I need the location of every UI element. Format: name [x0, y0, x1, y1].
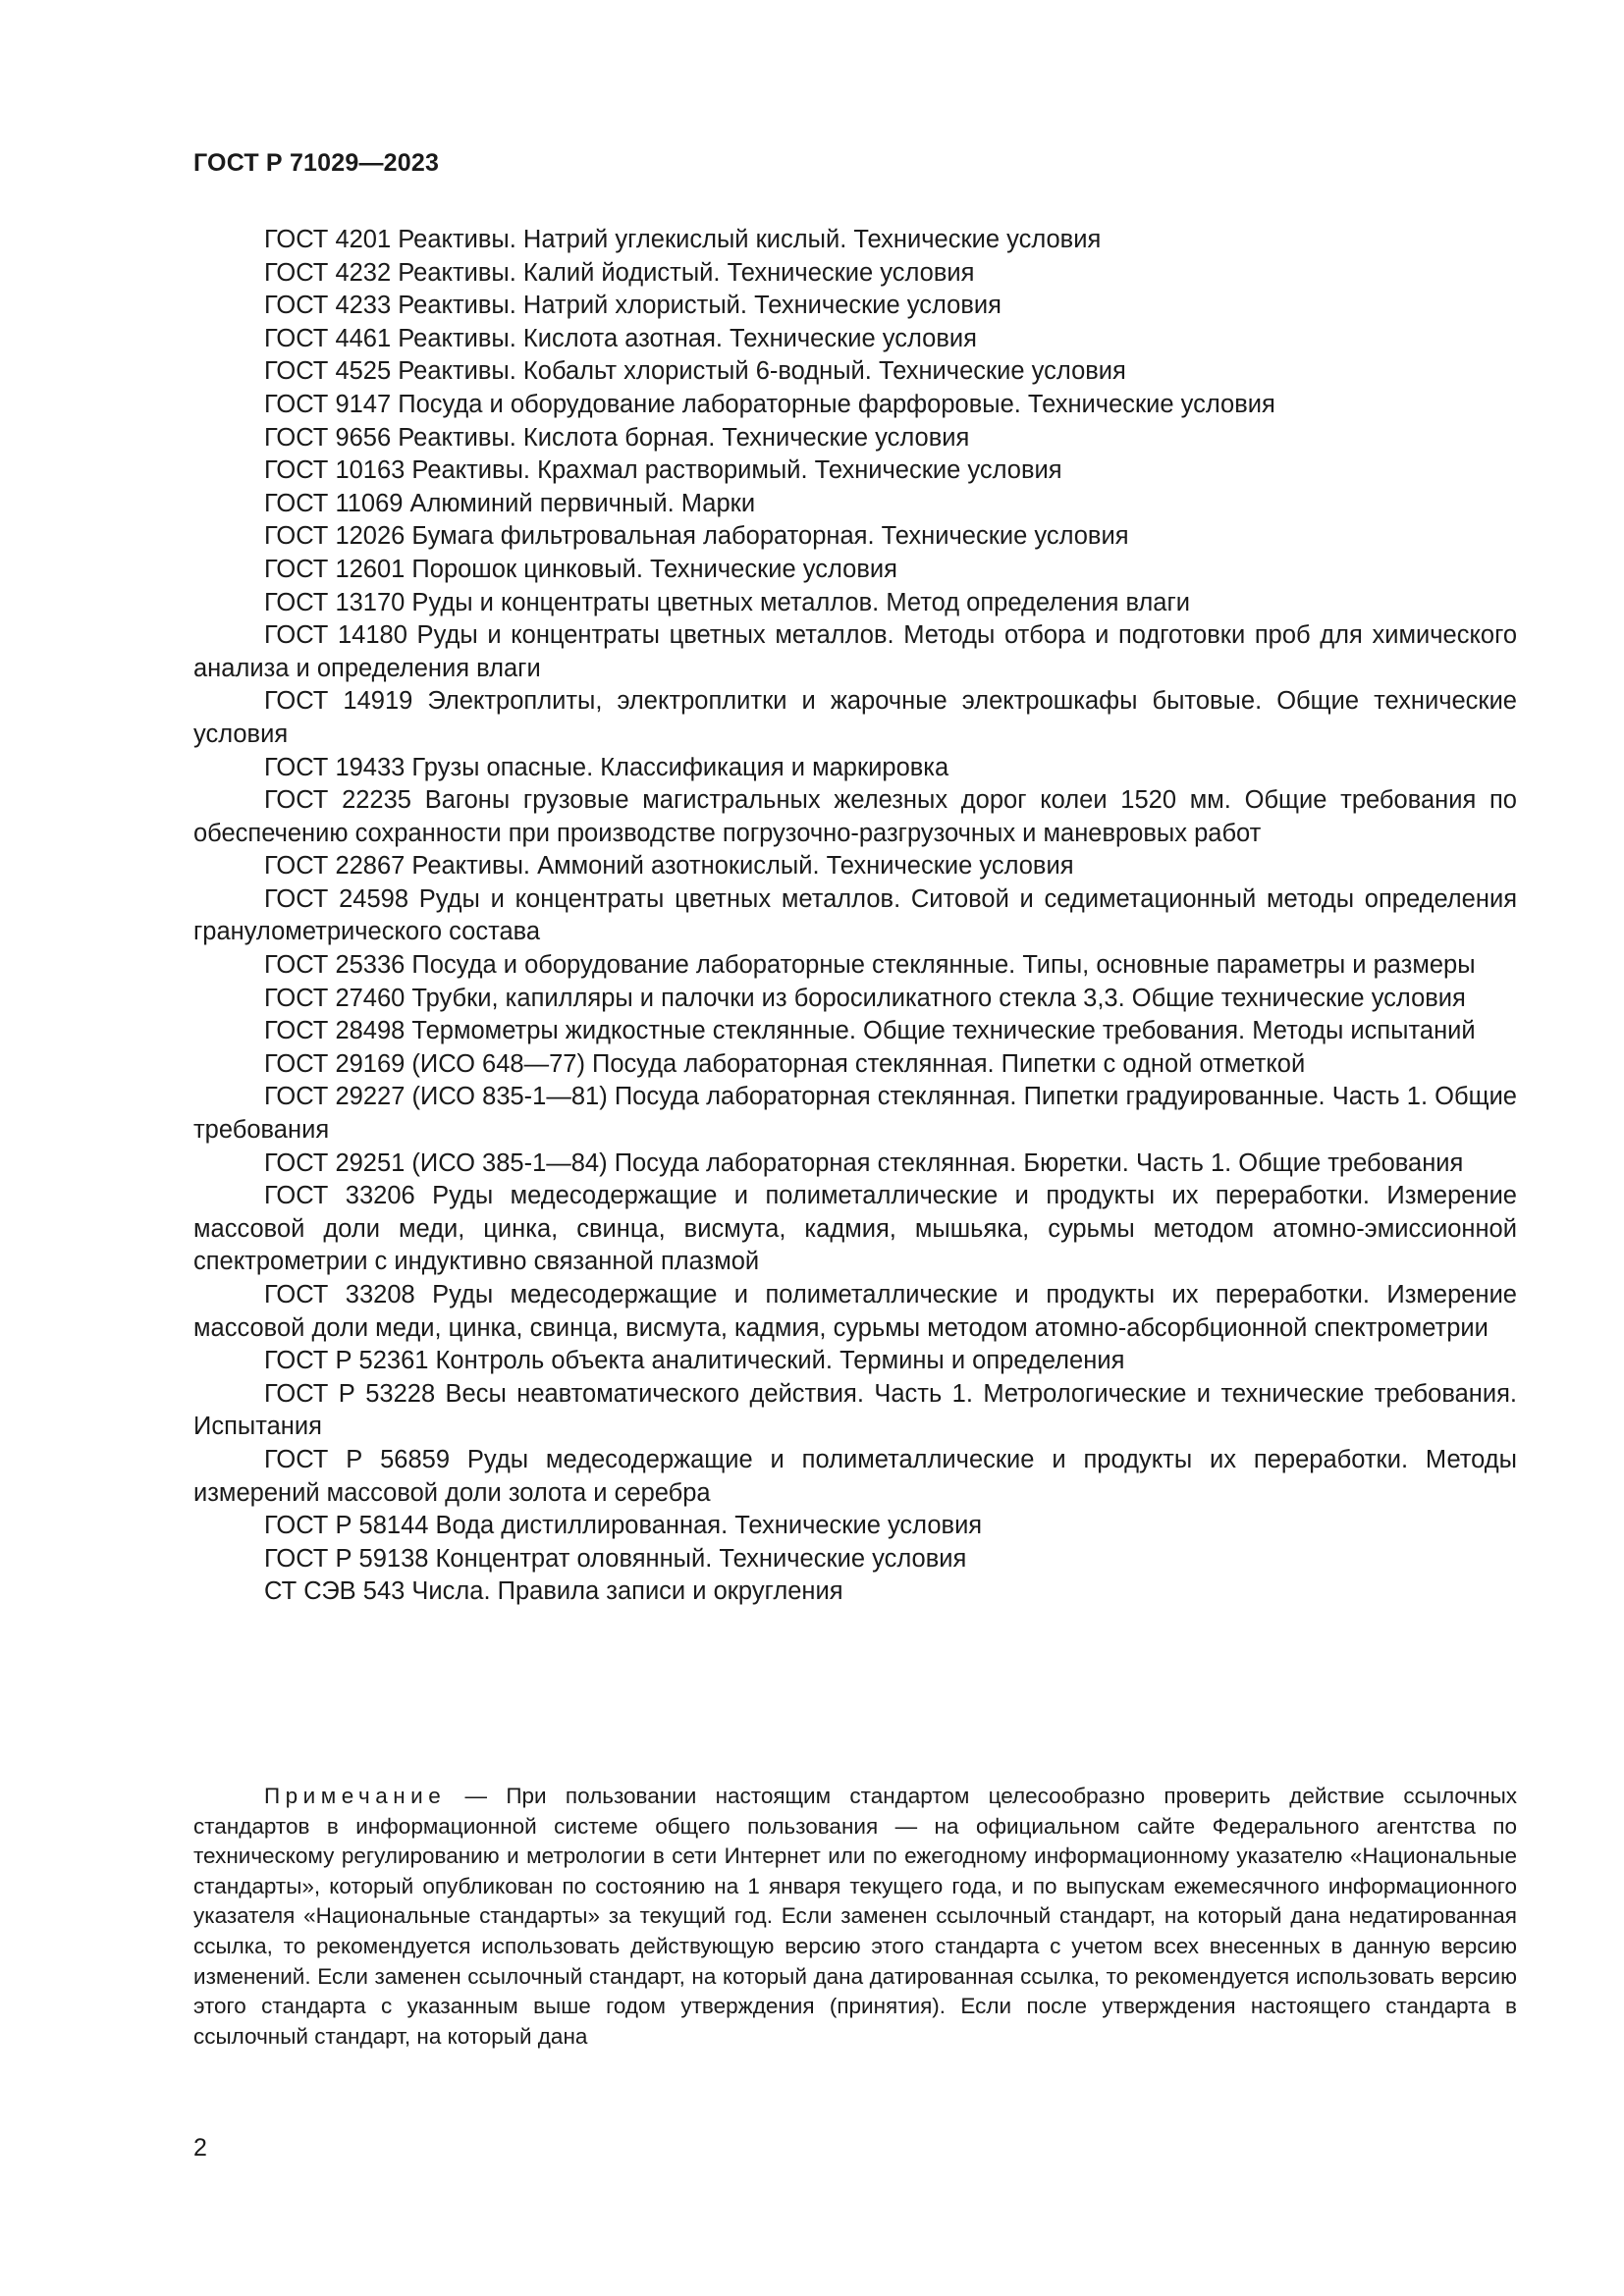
reference-item: ГОСТ 4233 Реактивы. Натрий хлористый. Технические условия	[264, 292, 1001, 320]
reference-item: ГОСТ Р 53228 Весы неавтоматического действия. Часть 1. Метрологические и технические требования. Испытания	[193, 1379, 1517, 1441]
reference-item: ГОСТ 27460 Трубки, капилляры и палочки из боросиликатного стекла 3,3. Общие технические условия	[264, 984, 1466, 1012]
note-paragraph	[193, 1782, 1517, 2052]
reference-item: ГОСТ Р 58144 Вода дистиллированная. Технические условия	[264, 1512, 983, 1540]
reference-item: ГОСТ 10163 Реактивы. Крахмал растворимый. Технические условия	[264, 456, 1062, 485]
reference-item: ГОСТ 25336 Посуда и оборудование лабораторные стеклянные. Типы, основные параметры и размеры	[264, 951, 1476, 980]
reference-item: ГОСТ 14180 Руды и концентраты цветных металлов. Методы отбора и подготовки проб для химического анализа и определения влаги	[193, 621, 1517, 682]
normative-references-list	[193, 224, 1517, 1609]
reference-item: ГОСТ 29251 (ИСО 385-1—84) Посуда лабораторная стеклянная. Бюретки. Часть 1. Общие требования	[264, 1148, 1464, 1177]
reference-item: ГОСТ 9656 Реактивы. Кислота борная. Технические условия	[264, 423, 970, 452]
reference-item: ГОСТ 12601 Порошок цинковый. Технические условия	[264, 555, 897, 583]
reference-item: ГОСТ 4201 Реактивы. Натрий углекислый кислый. Технические условия	[264, 226, 1102, 253]
reference-item: ГОСТ 4232 Реактивы. Калий йодистый. Технические условия	[264, 258, 975, 287]
reference-item: ГОСТ 24598 Руды и концентраты цветных металлов. Ситовой и седиметационный методы определения гранулометрического состава	[193, 884, 1517, 946]
reference-item: ГОСТ Р 56859 Руды медесодержащие и полиметаллические и продукты их переработки. Методы измерений массовой доли золота и серебра	[193, 1445, 1517, 1507]
page-number: 2	[193, 2134, 207, 2162]
reference-item: ГОСТ 14919 Электроплиты, электроплитки и жарочные электрошкафы бытовые. Общие технические условия	[193, 687, 1517, 748]
reference-item: ГОСТ 29169 (ИСО 648—77) Посуда лабораторная стеклянная. Пипетки с одной отметкой	[264, 1049, 1306, 1078]
reference-item: ГОСТ 19433 Грузы опасные. Классификация и маркировка	[264, 753, 949, 781]
reference-item: ГОСТ 13170 Руды и концентраты цветных металлов. Метод определения влаги	[264, 588, 1191, 616]
reference-item: ГОСТ 22235 Вагоны грузовые магистральных железных дорог колеи 1520 мм. Общие требования по обеспечению сохранности при производстве погрузочно-разгрузочных и маневровых работ	[193, 786, 1517, 847]
reference-item: ГОСТ 11069 Алюминий первичный. Марки	[264, 489, 756, 517]
reference-item: ГОСТ 22867 Реактивы. Аммоний азотнокислый. Технические условия	[264, 852, 1074, 881]
document-code-header: ГОСТ Р 71029—2023	[193, 149, 440, 177]
reference-item: ГОСТ 4461 Реактивы. Кислота азотная. Технические условия	[264, 324, 977, 352]
reference-item: ГОСТ 4525 Реактивы. Кобальт хлористый 6-водный. Технические условия	[264, 357, 1126, 386]
reference-item: ГОСТ Р 59138 Концентрат оловянный. Технические условия	[264, 1544, 967, 1573]
reference-item: СТ СЭВ 543 Числа. Правила записи и округления	[264, 1577, 843, 1606]
reference-item: ГОСТ 29227 (ИСО 835-1—81) Посуда лабораторная стеклянная. Пипетки градуированные. Часть 1. Общие требования	[193, 1083, 1517, 1145]
reference-item: ГОСТ 12026 Бумага фильтровальная лабораторная. Технические условия	[264, 522, 1129, 551]
reference-item: ГОСТ 28498 Термометры жидкостные стеклянные. Общие технические требования. Методы испытаний	[264, 1017, 1476, 1045]
note-text: — При пользовании настоящим стандартом целесообразно проверить действие ссылочных стандартов в информационной системе общего пользования — на официальном сайте Федерального агентства по техническому регулированию и метрологии в сети Интернет или по ежегодному информационному указателю «Национальные стандарты», который опубликован по состоянию на 1 января текущего года, и по выпускам ежемесячного информационного указателя «Национальные стандарты» за текущий год. Если заменен ссылочный стандарт, на который дана недатированная ссылка, то рекомендуется использовать действующую версию этого стандарта с учетом всех внесенных в данную версию изменений. Если заменен ссылочный стандарт, на который дана датированная ссылка, то рекомендуется использовать версию этого стандарта с указанным выше годом утверждения (принятия). Если после утверждения настоящего стандарта в ссылочный стандарт, на который дана	[193, 1784, 1517, 2049]
reference-item: ГОСТ 9147 Посуда и оборудование лабораторные фарфоровые. Технические условия	[264, 390, 1275, 418]
reference-item: ГОСТ 33208 Руды медесодержащие и полиметаллические и продукты их переработки. Измерение массовой доли меди, цинка, свинца, висмута, кадмия, сурьмы методом атомно-абсорбционной спектрометрии	[193, 1281, 1517, 1342]
note-label: Примечание	[264, 1784, 447, 1808]
reference-item: ГОСТ Р 52361 Контроль объекта аналитический. Термины и определения	[264, 1347, 1125, 1375]
reference-item: ГОСТ 33206 Руды медесодержащие и полиметаллические и продукты их переработки. Измерение массовой доли меди, цинка, свинца, висмута, кадмия, мышьяка, сурьмы методом атомно-эмиссионной спектрометрии с индуктивно связанной плазмой	[193, 1182, 1517, 1276]
